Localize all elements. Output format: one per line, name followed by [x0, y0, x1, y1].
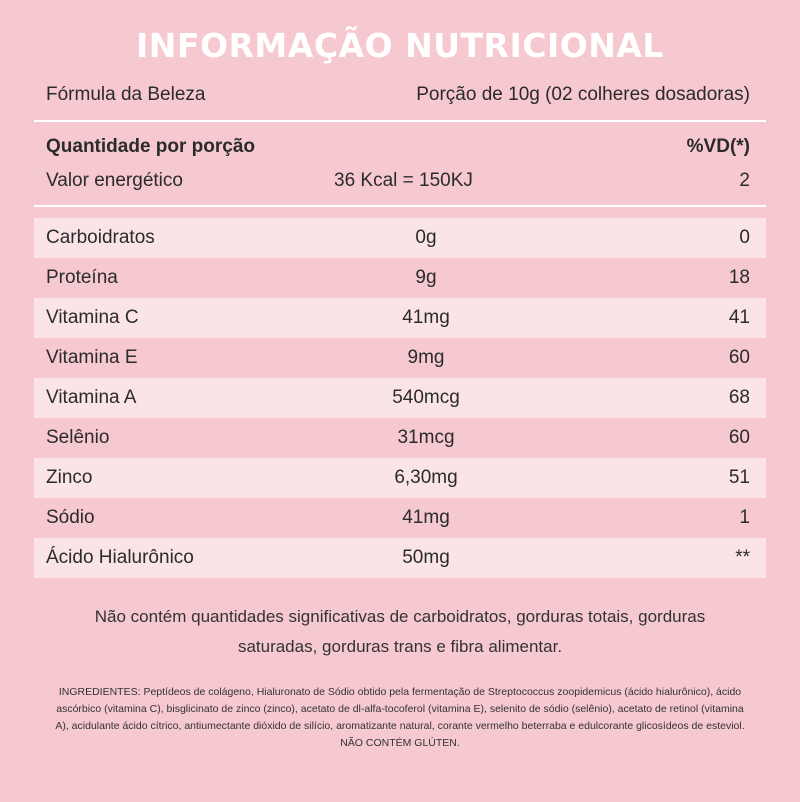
nutrient-quantity: 6,30mg — [394, 467, 458, 488]
nutrient-row — [34, 258, 766, 298]
quantity-header: Quantidade por porção — [46, 136, 256, 157]
nutrient-vd: 51 — [728, 467, 750, 488]
nutrient-row — [34, 418, 766, 458]
divider-mid — [34, 205, 766, 207]
nutrient-name: Carboidratos — [46, 227, 155, 248]
nutrient-name: Vitamina C — [46, 307, 139, 328]
nutrient-quantity: 41mg — [402, 507, 450, 528]
ingredients-list: INGREDIENTES: Peptídeos de colágeno, Hialuronato de Sódio obtido pela fermentação de Streptococcus zoopidemicus (ácido hialurônico), ácido ascórbico (vitamina C), bisglicinato de zinco (zinco), acetato de dl-alfa-tocoferol (vitamina E), selenito de sódio (selênio), acetato de retinol (vitamina A), acidulante ácido cítrico, antiumectante dióxido de silício, aromatizante natural, corante vermelho beterraba e edulcorante glicosídeos de esteviol. NÃO CONTÉM GLÚTEN. — [55, 686, 745, 749]
nutrient-name: Proteína — [46, 267, 118, 288]
energy-vd: 2 — [739, 170, 750, 191]
energy-label: Valor energético — [46, 170, 183, 191]
nutrient-vd: 68 — [728, 387, 750, 408]
nutrient-row — [34, 218, 766, 258]
nutrient-vd: 60 — [728, 427, 750, 448]
nutrient-quantity: 540mcg — [392, 387, 460, 408]
nutrient-name: Zinco — [46, 467, 93, 488]
nutrient-vd: 0 — [739, 227, 750, 248]
nutrient-quantity: 0g — [415, 227, 437, 248]
nutrient-vd: 1 — [739, 507, 750, 528]
divider-top — [34, 120, 766, 122]
nutrient-name: Ácido Hialurônico — [46, 547, 194, 568]
table-title: INFORMAÇÃO NUTRICIONAL — [136, 26, 664, 65]
nutrition-note: Não contém quantidades significativas de carboidratos, gorduras totais, gorduras saturadas, gorduras trans e fibra alimentar. — [94, 607, 706, 656]
nutrient-row — [34, 298, 766, 338]
nutrient-row — [34, 498, 766, 538]
nutrient-row — [34, 338, 766, 378]
energy-amount: 36 Kcal = 150KJ — [334, 170, 473, 191]
nutrient-vd: ** — [735, 547, 750, 568]
nutrient-vd: 60 — [728, 347, 750, 368]
nutrient-name: Vitamina A — [46, 387, 137, 408]
nutrient-name: Selênio — [46, 427, 110, 448]
portion-size: Porção de 10g (02 colheres dosadoras) — [416, 84, 750, 105]
nutrient-vd: 41 — [728, 307, 750, 328]
nutrient-quantity: 31mcg — [397, 427, 455, 448]
nutrient-vd: 18 — [728, 267, 750, 288]
nutrient-row — [34, 378, 766, 418]
nutrient-row — [34, 538, 766, 578]
nutrient-quantity: 9mg — [407, 347, 445, 368]
vd-header: %VD(*) — [686, 136, 750, 157]
nutrient-quantity: 9g — [415, 267, 437, 288]
product-name: Fórmula da Beleza — [46, 84, 206, 105]
nutrient-quantity: 50mg — [402, 547, 450, 568]
nutrient-quantity: 41mg — [402, 307, 450, 328]
nutrient-row — [34, 458, 766, 498]
nutrient-name: Sódio — [46, 507, 95, 528]
nutrient-name: Vitamina E — [46, 347, 138, 368]
